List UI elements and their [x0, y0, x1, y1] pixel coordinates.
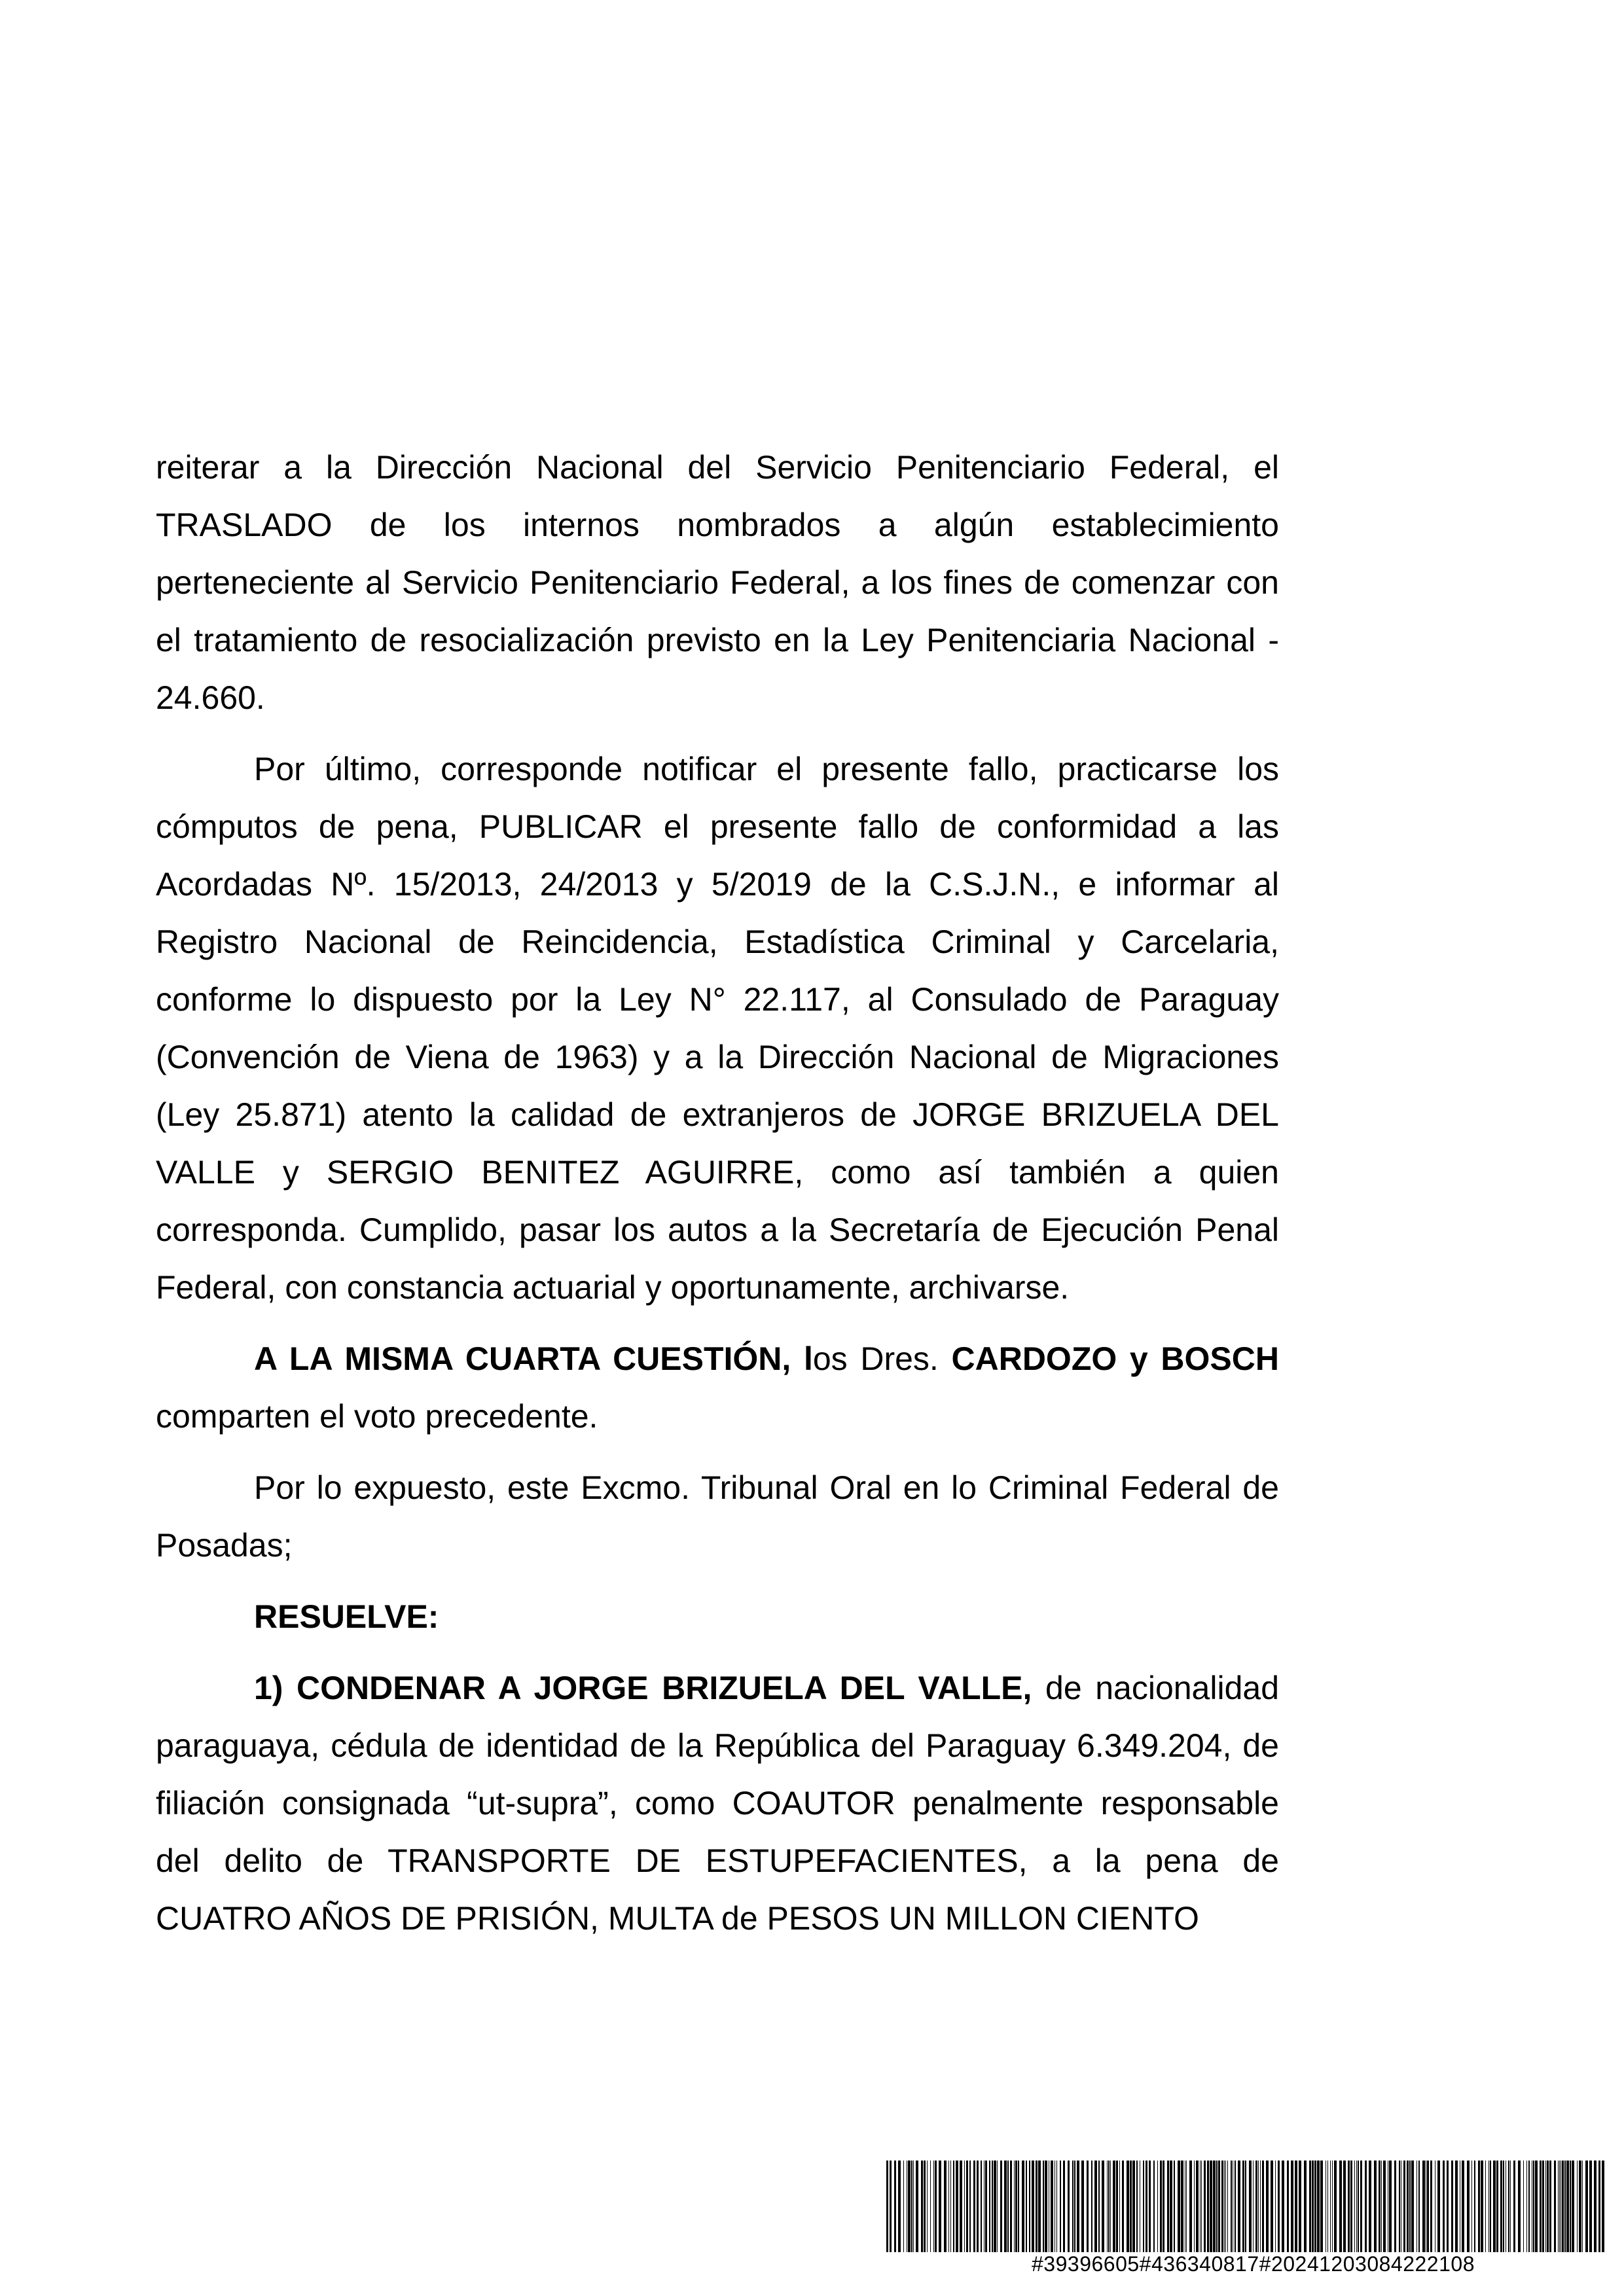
barcode-bar: [964, 2161, 965, 2252]
barcode-bar: [1029, 2161, 1030, 2252]
barcode-bar: [886, 2161, 888, 2252]
barcode-bar: [1275, 2161, 1276, 2252]
barcode-bar: [1500, 2161, 1502, 2252]
barcode-bar: [1416, 2161, 1417, 2252]
barcode-bar: [1365, 2161, 1367, 2252]
barcode-bar: [1354, 2161, 1355, 2252]
barcode-bar: [1014, 2161, 1015, 2252]
barcode-bar: [1225, 2161, 1226, 2252]
barcode-bar: [1015, 2161, 1017, 2252]
barcode-bar: [1081, 2161, 1084, 2252]
barcode-icon: [885, 2161, 1605, 2252]
bold-text-run: A LA MISMA CUARTA CUESTIÓN, l: [254, 1340, 813, 1377]
barcode-bar: [1242, 2161, 1244, 2252]
barcode-bar: [1018, 2161, 1019, 2252]
barcode-bar: [997, 2161, 998, 2252]
barcode-number: #39396605#436340817#20241203084222108: [1032, 2252, 1475, 2276]
barcode-bar: [1113, 2161, 1115, 2252]
barcode-bar: [953, 2161, 954, 2252]
barcode-bar: [933, 2161, 934, 2252]
barcode-bar: [1153, 2161, 1155, 2252]
barcode-bar: [1010, 2161, 1012, 2252]
barcode-bar: [1585, 2161, 1588, 2252]
text-run: Por lo expuesto, este Excmo. Tribunal Oral en lo Criminal Federal de Posadas;: [156, 1469, 1279, 1564]
barcode-bar: [960, 2161, 962, 2252]
barcode-bar: [1295, 2161, 1297, 2252]
barcode-bar: [1383, 2161, 1386, 2252]
barcode-bar: [1485, 2161, 1486, 2252]
barcode-bar: [1287, 2161, 1289, 2252]
barcode-bar: [1350, 2161, 1352, 2252]
barcode-bar: [1437, 2161, 1440, 2252]
barcode-bar: [1094, 2161, 1097, 2252]
barcode-bar: [1427, 2161, 1429, 2252]
barcode-bar: [1403, 2161, 1405, 2252]
barcode-bar: [1022, 2161, 1024, 2252]
barcode-bar: [1312, 2161, 1314, 2252]
barcode-bar: [1547, 2161, 1549, 2252]
barcode-bar: [1360, 2161, 1362, 2252]
barcode-bar: [1255, 2161, 1257, 2252]
barcode-bar: [985, 2161, 987, 2252]
body-paragraph: [156, 1330, 1279, 1445]
barcode-bar: [1063, 2161, 1065, 2252]
barcode-bar: [994, 2161, 996, 2252]
barcode-bar: [1266, 2161, 1269, 2252]
barcode-bar: [908, 2161, 911, 2252]
barcode-bar: [1036, 2161, 1038, 2252]
barcode-bar: [1038, 2161, 1041, 2252]
barcode-bar: [1149, 2161, 1151, 2252]
barcode-bar: [1471, 2161, 1472, 2252]
barcode-bar: [913, 2161, 914, 2252]
barcode-bar: [903, 2161, 904, 2252]
barcode-bar: [973, 2161, 975, 2252]
barcode-bar: [1558, 2161, 1559, 2252]
bold-text-run: CARDOZO y BOSCH: [951, 1340, 1279, 1377]
text-run: reiterar a la Dirección Nacional del Servicio Penitenciario Federal, el TRASLADO de los internos nombrados a algún establecimiento perteneciente al Servicio Penitenciario Federal, a los fines de comenzar con el tratamiento de resocialización previsto en la Ley Penitenciaria Nacional - 24.660.: [156, 449, 1279, 716]
barcode-bar: [1559, 2161, 1560, 2252]
barcode-bar: [1309, 2161, 1311, 2252]
barcode-bar: [1554, 2161, 1556, 2252]
barcode-bar: [1528, 2161, 1530, 2252]
section-heading: [156, 1588, 1279, 1645]
barcode-bar: [1167, 2161, 1169, 2252]
barcode-bar: [1127, 2161, 1129, 2252]
barcode-bar: [1146, 2161, 1147, 2252]
barcode-bar: [1379, 2161, 1380, 2252]
barcode-bar: [1339, 2161, 1342, 2252]
barcode-bar: [894, 2161, 896, 2252]
barcode-bar: [1409, 2161, 1411, 2252]
barcode-bar: [1348, 2161, 1350, 2252]
barcode-bar: [1196, 2161, 1199, 2252]
barcode-bar: [1245, 2161, 1246, 2252]
barcode-bar: [966, 2161, 968, 2252]
text-run: os Dres.: [812, 1340, 952, 1377]
barcode-bar: [1490, 2161, 1491, 2252]
barcode-bar: [1343, 2161, 1346, 2252]
barcode-bar: [1098, 2161, 1100, 2252]
barcode-bar: [950, 2161, 951, 2252]
barcode-bar: [1327, 2161, 1328, 2252]
bold-text-run: RESUELVE:: [254, 1598, 439, 1635]
barcode-bar: [1582, 2161, 1583, 2252]
barcode-bar: [1317, 2161, 1320, 2252]
barcode-bar: [1455, 2161, 1458, 2252]
barcode-bar: [1170, 2161, 1172, 2252]
barcode-bar: [1216, 2161, 1218, 2252]
barcode-bar: [1107, 2161, 1108, 2252]
barcode-bar: [1218, 2161, 1220, 2252]
barcode-bar: [1068, 2161, 1070, 2252]
barcode-bar: [1160, 2161, 1162, 2252]
barcode-bar: [944, 2161, 947, 2252]
barcode-bar: [1119, 2161, 1120, 2252]
barcode-bar: [930, 2161, 931, 2252]
bold-text-run: 1) CONDENAR A JORGE BRIZUELA DEL VALLE,: [254, 1670, 1032, 1706]
barcode-bar: [898, 2161, 901, 2252]
barcode-bar: [1258, 2161, 1259, 2252]
barcode-bar: [969, 2161, 971, 2252]
barcode-bar: [1399, 2161, 1400, 2252]
body-paragraph: [156, 439, 1279, 726]
barcode-bar: [1526, 2161, 1527, 2252]
barcode-bar: [1496, 2161, 1498, 2252]
barcode-bar: [1462, 2161, 1464, 2252]
barcode-bar: [1577, 2161, 1578, 2252]
barcode-bar: [1194, 2161, 1195, 2252]
barcode-bar: [992, 2161, 993, 2252]
barcode-bar: [1260, 2161, 1261, 2252]
barcode-bar: [1381, 2161, 1382, 2252]
barcode-bar: [1594, 2161, 1597, 2252]
barcode-bar: [1566, 2161, 1569, 2252]
barcode-bar: [1189, 2161, 1192, 2252]
barcode-bar: [1253, 2161, 1254, 2252]
barcode-bar: [1130, 2161, 1132, 2252]
barcode-bar: [1478, 2161, 1480, 2252]
barcode-bar: [977, 2161, 979, 2252]
barcode-bar: [1136, 2161, 1138, 2252]
barcode-bar: [1314, 2161, 1316, 2252]
barcode-bar: [1411, 2161, 1414, 2252]
barcode-bar: [1007, 2161, 1009, 2252]
body-paragraph: [156, 1659, 1279, 1947]
barcode-bar: [1510, 2161, 1511, 2252]
barcode-bar: [1299, 2161, 1301, 2252]
barcode-bar: [1304, 2161, 1307, 2252]
barcode-bar: [1523, 2161, 1524, 2252]
barcode-bar: [1572, 2161, 1574, 2252]
barcode-bar: [1330, 2161, 1331, 2252]
barcode-bar: [924, 2161, 926, 2252]
barcode-bar: [1004, 2161, 1007, 2252]
barcode-bar: [1320, 2161, 1323, 2252]
barcode-bar: [1224, 2161, 1225, 2252]
barcode-bar: [1132, 2161, 1135, 2252]
barcode-bar: [1358, 2161, 1359, 2252]
document-barcode: [885, 2161, 1605, 2277]
barcode-bar: [1213, 2161, 1216, 2252]
barcode-bar: [1091, 2161, 1092, 2252]
barcode-bar: [1407, 2161, 1409, 2252]
barcode-bar: [1186, 2161, 1187, 2252]
barcode-bar: [1238, 2161, 1240, 2252]
barcode-bar: [1110, 2161, 1111, 2252]
barcode-bar: [1443, 2161, 1445, 2252]
barcode-bar: [1467, 2161, 1470, 2252]
text-run: de nacionalidad paraguaya, cédula de identidad de la República del Paraguay 6.349.204, de filiación consignada “ut-supra”, como COAUTOR penalmente responsable del delito de TRANSPORTE DE ESTUPEFACIENTES, a la pena de CUATRO AÑOS DE PRISIÓN, MULTA de PESOS UN MILLON CIENTO: [156, 1670, 1280, 1937]
barcode-bar: [1043, 2161, 1044, 2252]
barcode-bar: [1077, 2161, 1079, 2252]
barcode-bar: [989, 2161, 990, 2252]
barcode-bar: [1201, 2161, 1202, 2252]
barcode-bar: [1074, 2161, 1075, 2252]
barcode-bar: [1447, 2161, 1449, 2252]
barcode-bar: [1369, 2161, 1371, 2252]
barcode-bar: [1389, 2161, 1392, 2252]
barcode-bar: [1221, 2161, 1223, 2252]
barcode-bar: [1356, 2161, 1357, 2252]
body-paragraph: [156, 1459, 1279, 1574]
barcode-bar: [916, 2161, 918, 2252]
barcode-bar: [956, 2161, 958, 2252]
barcode-bar: [1060, 2161, 1061, 2252]
barcode-bar: [1579, 2161, 1581, 2252]
barcode-bar: [1562, 2161, 1564, 2252]
barcode-bar: [1278, 2161, 1280, 2252]
barcode-bar: [1418, 2161, 1420, 2252]
barcode-bar: [1000, 2161, 1002, 2252]
barcode-bar: [939, 2161, 941, 2252]
barcode-bar: [1332, 2161, 1333, 2252]
barcode-bar: [1056, 2161, 1057, 2252]
barcode-bar: [1535, 2161, 1538, 2252]
barcode-bar: [1545, 2161, 1546, 2252]
barcode-bar: [1072, 2161, 1074, 2252]
barcode-bar: [1451, 2161, 1453, 2252]
barcode-bar: [1249, 2161, 1252, 2252]
barcode-bar: [1291, 2161, 1293, 2252]
barcode-bar: [1334, 2161, 1337, 2252]
barcode-bar: [1430, 2161, 1432, 2252]
barcode-bar: [1051, 2161, 1053, 2252]
barcode-bar: [1227, 2161, 1228, 2252]
body-paragraph: [156, 740, 1279, 1316]
barcode-bar: [1271, 2161, 1273, 2252]
barcode-bar: [1178, 2161, 1180, 2252]
barcode-bar: [1564, 2161, 1566, 2252]
barcode-bar: [1542, 2161, 1544, 2252]
barcode-bar: [1045, 2161, 1047, 2252]
barcode-bar: [1589, 2161, 1592, 2252]
text-run: comparten el voto precedente.: [156, 1398, 598, 1435]
barcode-bar: [1503, 2161, 1504, 2252]
barcode-bar: [1087, 2161, 1089, 2252]
barcode-bar: [1493, 2161, 1496, 2252]
barcode-bar: [1598, 2161, 1600, 2252]
barcode-bar: [1540, 2161, 1542, 2252]
barcode-bar: [1602, 2161, 1604, 2252]
barcode-bar: [927, 2161, 928, 2252]
barcode-bar: [1262, 2161, 1264, 2252]
barcode-bar: [1143, 2161, 1144, 2252]
barcode-bar: [1481, 2161, 1483, 2252]
barcode-bar: [1570, 2161, 1571, 2252]
barcode-bar: [1533, 2161, 1534, 2252]
barcode-bar: [911, 2161, 912, 2252]
barcode-bar: [1102, 2161, 1104, 2252]
barcode-bar: [1394, 2161, 1396, 2252]
barcode-bar: [1032, 2161, 1034, 2252]
barcode-bar: [1174, 2161, 1175, 2252]
barcode-bar: [890, 2161, 892, 2252]
text-run: Por último, corresponde notificar el presente fallo, practicarse los cómputos de pena, PUBLICAR el presente fallo de conformidad a las Acordadas Nº. 15/2013, 24/2013 y 5/2019 de la C.S.J.N., e informar al Registro Nacional de Reincidencia, Estadística Criminal y Carcelaria, conforme lo dispuesto por la Ley N° 22.117, al Consulado de Paraguay (Convención de Viena de 1963) y a la Dirección Nacional de Migraciones (Ley 25.871) atento la calidad de extranjeros de JORGE BRIZUELA DEL VALLE y SERGIO BENITEZ AGUIRRE, como así también a quien corresponda. Cumplido, pasar los autos a la Secretaría de Ejecución Penal Federal, con constancia actuarial y oportunamente, archivarse.: [156, 751, 1279, 1306]
barcode-bar: [1474, 2161, 1475, 2252]
barcode-bar: [1122, 2161, 1124, 2252]
barcode-bar: [1374, 2161, 1377, 2252]
barcode-bar: [981, 2161, 982, 2252]
barcode-bar: [1513, 2161, 1515, 2252]
barcode-bar: [1181, 2161, 1183, 2252]
barcode-bar: [1422, 2161, 1425, 2252]
barcode-bar: [1231, 2161, 1232, 2252]
barcode-bar: [921, 2161, 923, 2252]
barcode-bar: [1235, 2161, 1236, 2252]
document-body: [156, 439, 1279, 1961]
barcode-bar: [1549, 2161, 1551, 2252]
barcode-bar: [1116, 2161, 1118, 2252]
barcode-bar: [1210, 2161, 1212, 2252]
barcode-bar: [1508, 2161, 1509, 2252]
barcode-bar: [1207, 2161, 1209, 2252]
barcode-bar: [948, 2161, 949, 2252]
barcode-bar: [935, 2161, 937, 2252]
barcode-bar: [1026, 2161, 1027, 2252]
barcode-bar: [1518, 2161, 1521, 2252]
barcode-bar: [1157, 2161, 1158, 2252]
barcode-bar: [1163, 2161, 1164, 2252]
barcode-bar: [1282, 2161, 1284, 2252]
barcode-bar: [1108, 2161, 1110, 2252]
barcode-bar: [1204, 2161, 1206, 2252]
